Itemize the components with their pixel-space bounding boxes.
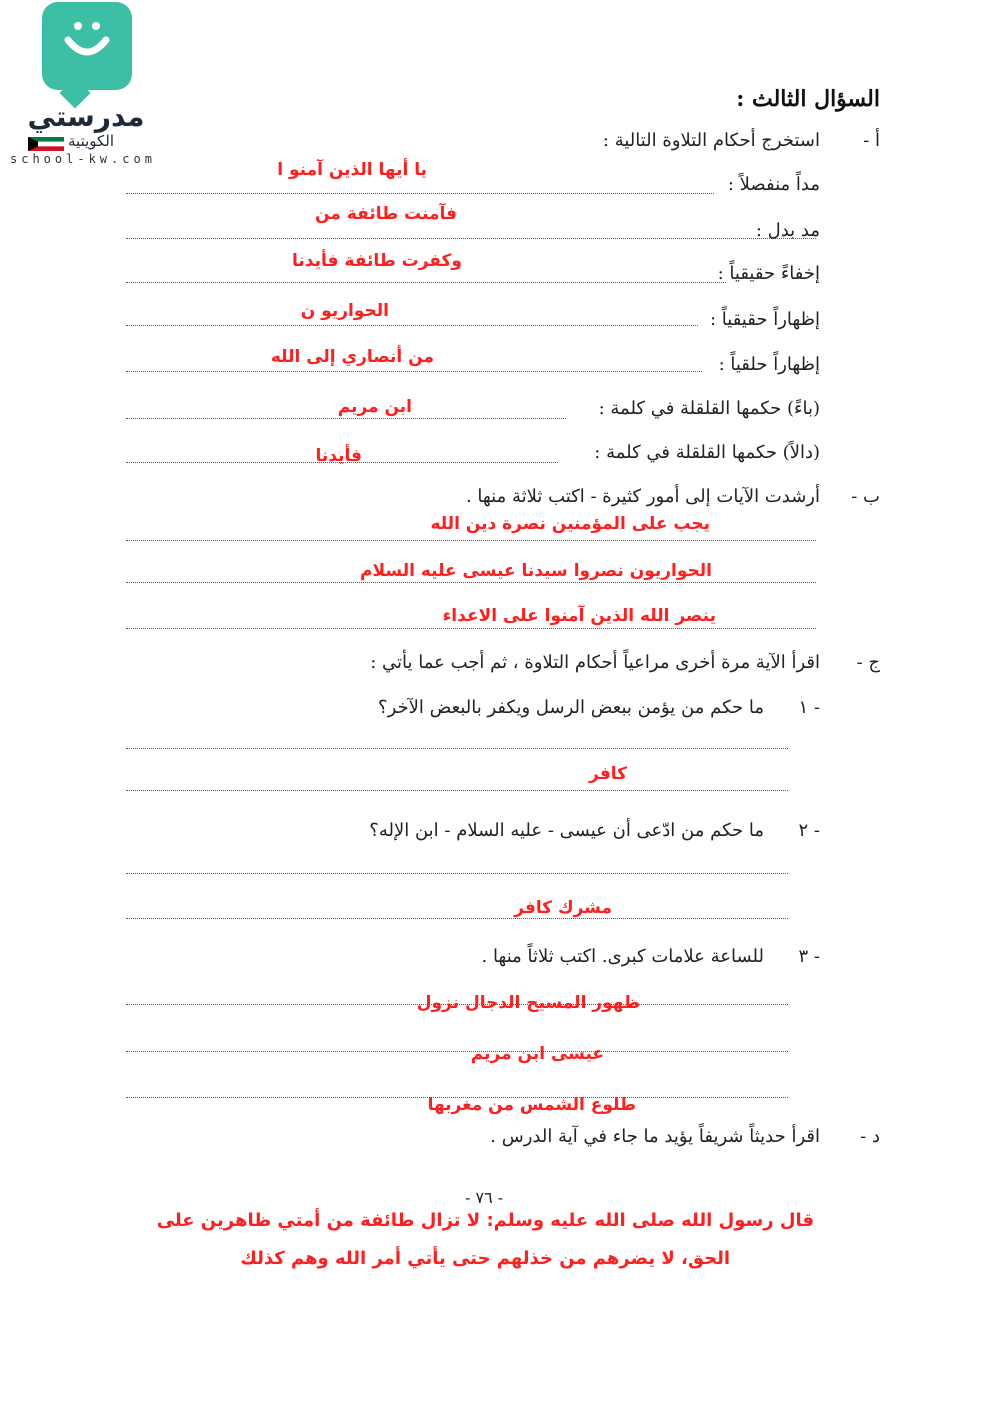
part-c-q2-text: ما حكم من ادّعى أن عيسى - عليه السلام - ابن الإله؟ (369, 820, 764, 841)
part-a-label-4: إظهاراً حقيقياً : (710, 309, 820, 330)
part-c-q1-text: ما حكم من يؤمن ببعض الرسل ويكفر بالبعض الآخر؟ (378, 697, 764, 718)
answer-line (126, 918, 788, 919)
answer-line (126, 582, 816, 583)
answer-line (126, 371, 702, 372)
answer-line (126, 193, 714, 194)
logo-name: مدرستي (27, 100, 145, 133)
answer-line (126, 1004, 788, 1005)
answer-b-3: ينصر الله الذين آمنوا على الاعداء (442, 606, 716, 626)
answer-line (126, 540, 816, 541)
answer-a-3: وكفرت طائفة فأيدنا (292, 251, 462, 271)
part-a-label-3: إخفاءً حقيقياً : (717, 263, 820, 284)
answer-line (126, 325, 698, 326)
logo-subtitle: الكويتية (68, 132, 115, 150)
part-a-label-7: (دالاً) حكمها القلقلة في كلمة : (594, 442, 820, 463)
logo-url: school-kw.com (10, 152, 156, 166)
part-a-label-1: مداً منفصلاً : (727, 174, 820, 195)
answer-c-2: مشرك كافر (514, 898, 612, 918)
part-a-label-5: إظهاراً حلقياً : (718, 354, 820, 375)
answer-d-line-2: الحق، لا يضرهم من خذلهم حتى يأتي أمر الله وهم كذلك (240, 1248, 730, 1269)
kuwait-flag-icon (28, 137, 64, 151)
answer-a-7: فأيدنا (315, 446, 362, 466)
answer-line (126, 462, 558, 463)
answer-line (126, 1051, 788, 1052)
part-c-q3-text: للساعة علامات كبرى. اكتب ثلاثاً منها . (481, 946, 764, 967)
answer-line (126, 790, 788, 791)
answer-b-1: يجب على المؤمنين نصرة دين الله (430, 514, 710, 534)
answer-c-3-3: طلوع الشمس من مغربها (427, 1095, 636, 1115)
part-c-q2-number: ٢ - (798, 820, 820, 841)
question-title: السؤال الثالث : (736, 86, 880, 112)
page-number: - ٧٦ - (465, 1188, 504, 1207)
answer-d-line-1: قال رسول الله صلى الله عليه وسلم: لا تزال طائفة من أمتي ظاهرين على (156, 1210, 814, 1231)
part-b-prompt: أرشدت الآيات إلى أمور كثيرة - اكتب ثلاثة منها . (465, 486, 820, 507)
answer-a-1: يا أيها الذين آمنو ا (277, 160, 427, 180)
part-a-marker: أ - (863, 130, 880, 151)
part-c-q3-number: ٣ - (798, 946, 820, 967)
answer-c-3-1: ظهور المسيح الدجال نزول (416, 993, 640, 1013)
answer-line (126, 238, 816, 239)
answer-c-1: كافر (589, 764, 627, 784)
part-a-prompt: استخرج أحكام التلاوة التالية : (602, 130, 820, 151)
part-b-marker: ب - (851, 486, 880, 507)
answer-line (126, 282, 726, 283)
answer-a-2: فآمنت طائفة من (315, 204, 457, 224)
answer-line (126, 873, 788, 874)
answer-b-2: الحواريون نصروا سيدنا عيسى عليه السلام (360, 561, 712, 581)
part-c-marker: ج - (856, 652, 880, 673)
part-c-q1-number: ١ - (798, 697, 820, 718)
part-a-label-2: مد بدل : (755, 220, 820, 241)
part-d-marker: د - (860, 1126, 880, 1147)
answer-line (126, 628, 816, 629)
answer-line (126, 748, 788, 749)
answer-c-3-2: عيسى ابن مريم (470, 1044, 604, 1064)
part-c-prompt: اقرأ الآية مرة أخرى مراعياً أحكام التلاوة ، ثم أجب عما يأتي : (370, 652, 820, 673)
answer-a-6: ابن مريم (337, 397, 412, 417)
answer-line (126, 418, 566, 419)
part-d-prompt: اقرأ حديثاً شريفاً يؤيد ما جاء في آية الدرس . (490, 1126, 820, 1147)
answer-a-5: من أنصاري إلى الله (270, 347, 434, 367)
smile-logo-icon (62, 18, 112, 68)
answer-a-4: الحواريو ن (300, 301, 389, 321)
part-a-label-6: (باءً) حكمها القلقلة في كلمة : (598, 398, 820, 419)
